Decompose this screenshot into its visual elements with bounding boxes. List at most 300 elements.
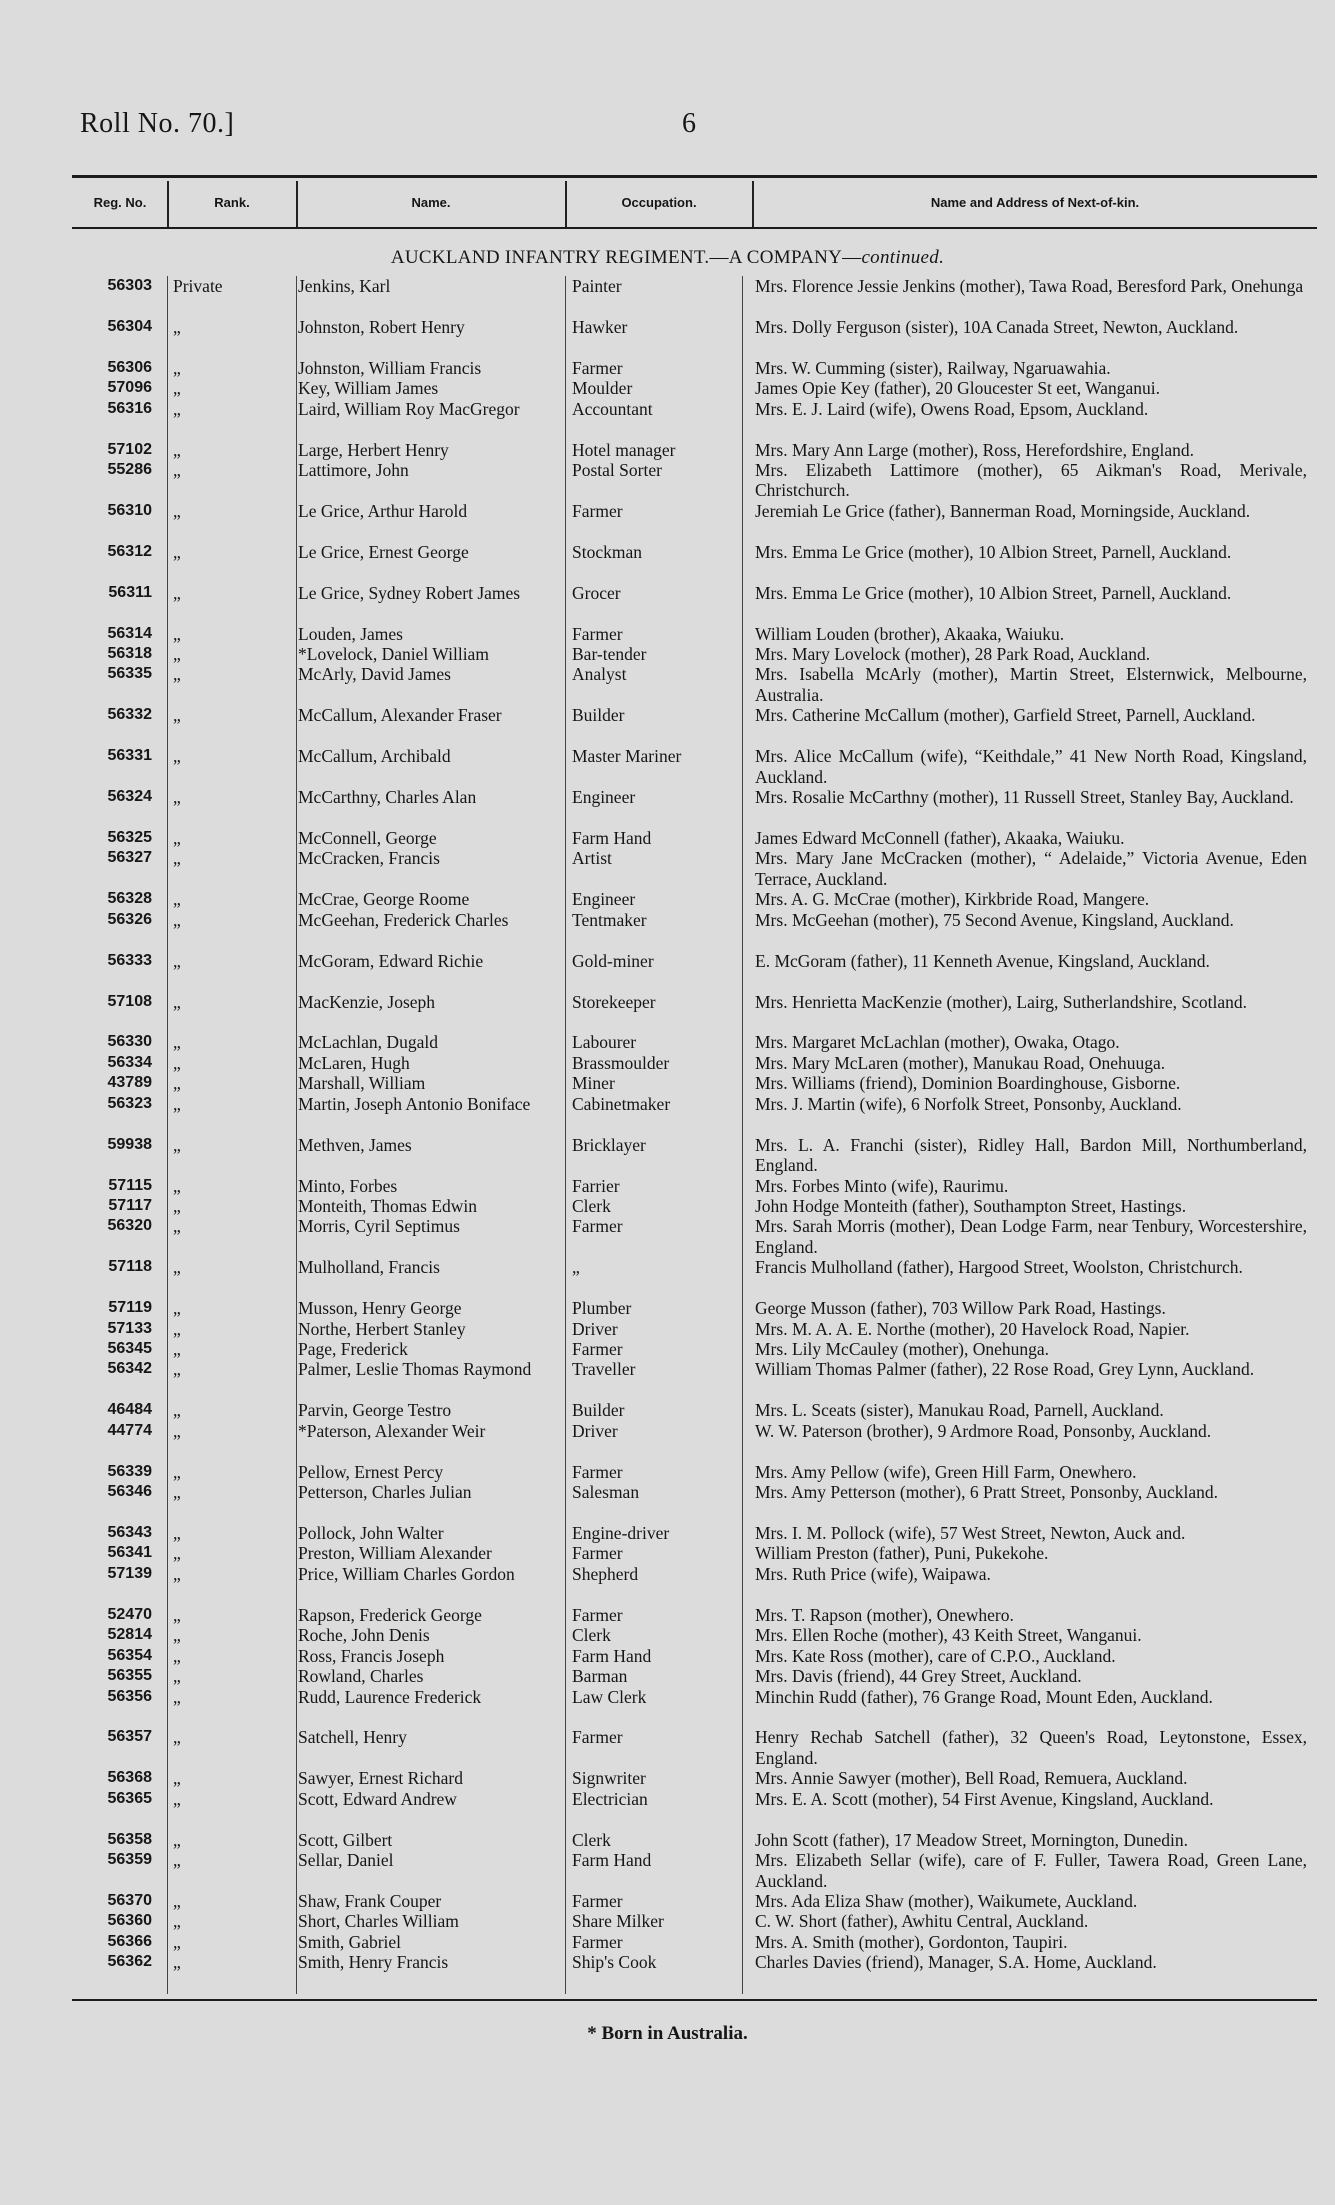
table-row (0, 910, 1335, 951)
rank-cell: „ (173, 1298, 181, 1319)
soldier-name: McLaren, Hugh (298, 1052, 410, 1073)
table-row (0, 951, 1335, 992)
top-rule (72, 175, 1317, 178)
table-row (0, 378, 1335, 398)
reg-number: 56318 (107, 644, 152, 662)
table-row (0, 1135, 1335, 1176)
next-of-kin: Mrs. T. Rapson (mother), Onewhero. (755, 1604, 1014, 1625)
occupation: Grocer (572, 582, 621, 603)
table-row (0, 889, 1335, 909)
rank-cell: „ (173, 1032, 181, 1053)
table-row (0, 1053, 1335, 1073)
next-of-kin: W. W. Paterson (brother), 9 Ardmore Road, Ponsonby, Auckland. (755, 1420, 1212, 1441)
soldier-name: Monteith, Thomas Edwin (298, 1195, 478, 1216)
rank-cell: „ (173, 541, 181, 562)
table-row (0, 644, 1335, 664)
rank-cell: „ (173, 1543, 181, 1564)
next-of-kin: Minchin Rudd (father), 76 Grange Road, Mount Eden, Auckland. (755, 1686, 1213, 1707)
reg-number: 56325 (107, 828, 152, 846)
next-of-kin: Mrs. Henrietta MacKenzie (mother), Lairg, Sutherlandshire, Scotland. (755, 991, 1247, 1012)
rank-cell: „ (173, 1911, 181, 1932)
soldier-name: McGoram, Edward Richie (298, 950, 484, 971)
table-row (0, 1543, 1335, 1563)
footnote: * Born in Australia. (587, 2023, 748, 2044)
occupation: Farmer (572, 1604, 623, 1625)
next-of-kin: E. McGoram (father), 11 Kenneth Avenue, Kingsland, Auckland. (755, 950, 1210, 971)
reg-number: 56328 (107, 890, 152, 908)
reg-number: 56314 (107, 624, 152, 642)
occupation: Farmer (572, 1890, 623, 1911)
soldier-name: Rowland, Charles (298, 1666, 424, 1687)
soldier-name: *Lovelock, Daniel William (298, 643, 489, 664)
reg-number: 56345 (107, 1340, 152, 1358)
reg-number: 56360 (107, 1912, 152, 1930)
occupation: Farmer (572, 1461, 623, 1482)
reg-number: 46484 (107, 1401, 152, 1419)
rank-cell: „ (173, 1890, 181, 1911)
table-row (0, 1032, 1335, 1052)
occupation: Farmer (572, 1727, 623, 1748)
table-row (0, 1646, 1335, 1666)
occupation: Farmer (572, 1339, 623, 1360)
reg-number: 56366 (107, 1932, 152, 1950)
occupation: Signwriter (572, 1768, 646, 1789)
rank-cell: „ (173, 889, 181, 910)
next-of-kin: Mrs. Williams (friend), Dominion Boardinghouse, Gisborne. (755, 1073, 1181, 1094)
next-of-kin: Mrs. Mary Ann Large (mother), Ross, Herefordshire, England. (755, 439, 1195, 460)
occupation: Master Mariner (572, 746, 682, 767)
reg-number: 57117 (108, 1196, 152, 1214)
soldier-name: McArly, David James (298, 664, 451, 685)
next-of-kin: Mrs. Ruth Price (wife), Waipawa. (755, 1563, 991, 1584)
table-row (0, 1462, 1335, 1482)
table-row (0, 746, 1335, 787)
rank-cell: „ (173, 991, 181, 1012)
reg-number: 56323 (107, 1094, 152, 1112)
reg-number: 56335 (107, 665, 152, 683)
soldier-name: Rapson, Frederick George (298, 1604, 482, 1625)
soldier-name: McCallum, Alexander Fraser (298, 705, 502, 726)
occupation: Painter (572, 276, 622, 296)
table-row (0, 1400, 1335, 1420)
rank-cell: „ (173, 1216, 181, 1237)
rank-cell: „ (173, 705, 181, 726)
reg-number: 57133 (107, 1319, 152, 1337)
soldier-name: Smith, Gabriel (298, 1931, 402, 1952)
next-of-kin: Mrs. J. Martin (wife), 6 Norfolk Street, Ponsonby, Auckland. (755, 1093, 1182, 1114)
soldier-name: Petterson, Charles Julian (298, 1482, 472, 1503)
next-of-kin: Mrs. I. M. Pollock (wife), 57 West Street, Newton, Auck and. (755, 1523, 1186, 1544)
reg-number: 56303 (107, 277, 152, 294)
soldier-name: Pellow, Ernest Percy (298, 1461, 444, 1482)
next-of-kin: Mrs. Kate Ross (mother), care of C.P.O., Auckland. (755, 1645, 1116, 1666)
soldier-name: McGeehan, Frederick Charles (298, 909, 509, 930)
rank-cell: „ (173, 1052, 181, 1073)
soldier-name: Price, William Charles Gordon (298, 1563, 515, 1584)
table-row (0, 1830, 1335, 1850)
next-of-kin: Mrs. Sarah Morris (mother), Dean Lodge Farm, near Tenbury, Worcestershire, England. (755, 1216, 1307, 1257)
reg-number: 56357 (107, 1728, 152, 1746)
rank-cell: „ (173, 1482, 181, 1503)
header-occupation: Occupation. (621, 195, 697, 210)
rank-cell: „ (173, 1175, 181, 1196)
soldier-name: *Paterson, Alexander Weir (298, 1420, 486, 1441)
occupation: Storekeeper (572, 991, 656, 1012)
section-title-text: AUCKLAND INFANTRY REGIMENT.—A COMPANY— (390, 247, 862, 268)
table-row (0, 1625, 1335, 1645)
table-row (0, 1298, 1335, 1318)
rank-cell: „ (173, 827, 181, 848)
soldier-name: Preston, William Alexander (298, 1543, 492, 1564)
soldier-name: Morris, Cyril Septimus (298, 1216, 460, 1237)
occupation: Ship's Cook (572, 1952, 657, 1973)
next-of-kin: Mrs. Amy Pellow (wife), Green Hill Farm, Onewhero. (755, 1461, 1137, 1482)
next-of-kin: Mrs. Emma Le Grice (mother), 10 Albion Street, Parnell, Auckland. (755, 582, 1232, 603)
header-reg: Reg. No. (93, 195, 147, 210)
next-of-kin: Jeremiah Le Grice (father), Bannerman Road, Morningside, Auckland. (755, 500, 1251, 521)
soldier-name: Palmer, Leslie Thomas Raymond (298, 1359, 532, 1380)
soldier-name: Johnston, William Francis (298, 357, 482, 378)
reg-number: 56355 (107, 1667, 152, 1685)
soldier-name: Minto, Forbes (298, 1175, 398, 1196)
occupation: Driver (572, 1318, 618, 1339)
next-of-kin: Mrs. Lily McCauley (mother), Onehunga. (755, 1339, 1050, 1360)
rank-cell: „ (173, 1093, 181, 1114)
rank-cell: „ (173, 357, 181, 378)
reg-number: 59938 (107, 1135, 152, 1153)
next-of-kin: C. W. Short (father), Awhitu Central, Auckland. (755, 1911, 1089, 1932)
occupation: Accountant (572, 398, 653, 419)
soldier-name: Pollock, John Walter (298, 1523, 444, 1544)
soldier-name: Page, Frederick (298, 1339, 408, 1360)
reg-number: 52814 (107, 1626, 152, 1644)
occupation: Gold-miner (572, 950, 654, 971)
occupation: Artist (572, 848, 612, 869)
soldier-name: Roche, John Denis (298, 1625, 430, 1646)
table-row (0, 399, 1335, 440)
next-of-kin: Mrs. E. J. Laird (wife), Owens Road, Epsom, Auckland. (755, 398, 1149, 419)
soldier-name: Martin, Joseph Antonio Boniface (298, 1093, 531, 1114)
table-row (0, 1727, 1335, 1768)
rank-cell: „ (173, 1788, 181, 1809)
occupation: Clerk (572, 1829, 611, 1850)
table-row (0, 787, 1335, 828)
rank-cell: „ (173, 1461, 181, 1482)
table-row (0, 1932, 1335, 1952)
occupation: Plumber (572, 1298, 632, 1319)
occupation: Stockman (572, 541, 642, 562)
reg-number: 56311 (108, 583, 152, 601)
rank-cell: „ (173, 848, 181, 869)
soldier-name: Jenkins, Karl (298, 276, 391, 296)
soldier-name: Lattimore, John (298, 459, 409, 480)
table-row (0, 1952, 1335, 1972)
table-row (0, 1523, 1335, 1543)
header-rank: Rank. (214, 195, 250, 210)
reg-number: 56362 (107, 1953, 152, 1971)
occupation: Driver (572, 1420, 618, 1441)
reg-number: 56359 (107, 1851, 152, 1869)
reg-number: 56333 (107, 951, 152, 969)
reg-number: 56334 (107, 1053, 152, 1071)
table-row (0, 1687, 1335, 1728)
table-row (0, 1359, 1335, 1400)
occupation: Salesman (572, 1482, 640, 1503)
table-row (0, 1789, 1335, 1830)
table-row (0, 276, 1335, 317)
next-of-kin: Mrs. A. Smith (mother), Gordonton, Taupiri. (755, 1931, 1068, 1952)
reg-number: 56343 (107, 1524, 152, 1542)
rank-cell: „ (173, 1604, 181, 1625)
soldier-name: Louden, James (298, 623, 403, 644)
section-continued: continued. (861, 247, 945, 268)
soldier-name: Short, Charles William (298, 1911, 459, 1932)
reg-number: 56339 (107, 1462, 152, 1480)
rank-cell: „ (173, 398, 181, 419)
table-row (0, 1421, 1335, 1462)
reg-number: 56370 (107, 1891, 152, 1909)
reg-number: 52470 (107, 1605, 152, 1623)
table-row (0, 1850, 1335, 1891)
table-row (0, 1911, 1335, 1931)
soldier-name: Shaw, Frank Couper (298, 1890, 442, 1911)
table-row (0, 848, 1335, 889)
rank-cell: „ (173, 746, 181, 767)
soldier-name: McCrae, George Roome (298, 889, 470, 910)
rank-cell: „ (173, 1850, 181, 1871)
occupation: Moulder (572, 378, 633, 399)
occupation: Miner (572, 1073, 615, 1094)
table-row (0, 1891, 1335, 1911)
occupation: Engineer (572, 889, 636, 910)
soldier-name: Mulholland, Francis (298, 1257, 440, 1278)
reg-number: 57118 (108, 1258, 152, 1276)
table-row (0, 1564, 1335, 1605)
rank-cell: „ (173, 664, 181, 685)
reg-number: 57096 (107, 379, 152, 397)
next-of-kin: Henry Rechab Satchell (father), 32 Queen's Road, Leytonstone, Essex, England. (755, 1727, 1307, 1768)
soldier-name: McLachlan, Dugald (298, 1032, 438, 1053)
occupation: Farmer (572, 357, 623, 378)
bottom-rule (72, 1999, 1317, 2001)
occupation: Farm Hand (572, 827, 652, 848)
next-of-kin: Mrs. Rosalie McCarthny (mother), 11 Russell Street, Stanley Bay, Auckland. (755, 787, 1294, 808)
next-of-kin: William Preston (father), Puni, Pukekohe. (755, 1543, 1049, 1564)
next-of-kin: Mrs. Emma Le Grice (mother), 10 Albion Street, Parnell, Auckland. (755, 541, 1232, 562)
rank-cell: „ (173, 909, 181, 930)
rank-cell: „ (173, 1931, 181, 1952)
occupation: Tentmaker (572, 909, 647, 930)
table-row (0, 1768, 1335, 1788)
table-row (0, 542, 1335, 583)
reg-number: 56320 (107, 1217, 152, 1235)
reg-number: 56342 (107, 1360, 152, 1378)
soldier-name: Parvin, George Testro (298, 1400, 452, 1421)
occupation: Law Clerk (572, 1686, 647, 1707)
reg-number: 56354 (107, 1646, 152, 1664)
occupation: Hawker (572, 316, 628, 337)
occupation: Share Milker (572, 1911, 664, 1932)
rank-cell: „ (173, 1257, 181, 1278)
next-of-kin: Mrs. M. A. A. E. Northe (mother), 20 Havelock Road, Napier. (755, 1318, 1190, 1339)
occupation: Clerk (572, 1625, 611, 1646)
reg-number: 44774 (107, 1421, 152, 1439)
header-kin: Name and Address of Next-of-kin. (930, 195, 1140, 210)
section-title (0, 247, 1335, 269)
reg-number: 43789 (107, 1074, 152, 1092)
next-of-kin: Charles Davies (friend), Manager, S.A. Home, Auckland. (755, 1952, 1157, 1973)
reg-number: 56304 (107, 317, 152, 335)
occupation: Hotel manager (572, 439, 676, 460)
rank-cell: „ (173, 1073, 181, 1094)
reg-number: 57119 (108, 1299, 152, 1317)
next-of-kin: Mrs. L. Sceats (sister), Manukau Road, Parnell, Auckland. (755, 1400, 1164, 1421)
next-of-kin: Mrs. Catherine McCallum (mother), Garfield Street, Parnell, Auckland. (755, 705, 1256, 726)
roll-label: Roll No. 70.] (80, 108, 235, 139)
occupation: Barman (572, 1666, 628, 1687)
page-number: 6 (682, 108, 696, 139)
rank-cell: „ (173, 1768, 181, 1789)
occupation: Engine-driver (572, 1523, 670, 1544)
next-of-kin: Mrs. Mary Jane McCracken (mother), “ Adelaide,” Victoria Avenue, Eden Terrace, Auckland. (755, 848, 1307, 889)
next-of-kin: Mrs. Ada Eliza Shaw (mother), Waikumete, Auckland. (755, 1890, 1138, 1911)
rank-cell: Private (173, 276, 223, 296)
soldier-name: Key, William James (298, 378, 439, 399)
reg-number: 56368 (107, 1769, 152, 1787)
occupation: Shepherd (572, 1563, 639, 1584)
rank-cell: „ (173, 950, 181, 971)
table-row (0, 992, 1335, 1033)
occupation: Cabinetmaker (572, 1093, 671, 1114)
reg-number: 56327 (107, 849, 152, 867)
next-of-kin: Mrs. Amy Petterson (mother), 6 Pratt Street, Ponsonby, Auckland. (755, 1482, 1219, 1503)
rank-cell: „ (173, 1359, 181, 1380)
soldier-name: Northe, Herbert Stanley (298, 1318, 466, 1339)
occupation: Farrier (572, 1175, 620, 1196)
occupation: Clerk (572, 1195, 611, 1216)
occupation: Brassmoulder (572, 1052, 670, 1073)
next-of-kin: James Opie Key (father), 20 Gloucester St eet, Wanganui. (755, 378, 1161, 399)
rank-cell: „ (173, 378, 181, 399)
reg-number: 56332 (107, 706, 152, 724)
rank-cell: „ (173, 1645, 181, 1666)
reg-number: 56316 (107, 399, 152, 417)
soldier-name: McCallum, Archibald (298, 746, 451, 767)
next-of-kin: Mrs. Florence Jessie Jenkins (mother), Tawa Road, Beresford Park, Onehunga (755, 276, 1304, 296)
occupation: Farmer (572, 1931, 623, 1952)
table-row (0, 664, 1335, 705)
reg-number: 57102 (107, 440, 152, 458)
table-row (0, 460, 1335, 501)
next-of-kin: Mrs. Dolly Ferguson (sister), 10A Canada Street, Newton, Auckland. (755, 316, 1239, 337)
reg-number: 57108 (107, 992, 152, 1010)
soldier-name: Scott, Edward Andrew (298, 1788, 457, 1809)
next-of-kin: Mrs. Ellen Roche (mother), 43 Keith Street, Wanganui. (755, 1625, 1142, 1646)
next-of-kin: Mrs. Elizabeth Sellar (wife), care of F. Fuller, Tawera Road, Green Lane, Auckland. (755, 1850, 1307, 1891)
next-of-kin: Mrs. Mary McLaren (mother), Manukau Road, Onehuuga. (755, 1052, 1166, 1073)
reg-number: 56330 (107, 1033, 152, 1051)
soldier-name: Sawyer, Ernest Richard (298, 1768, 464, 1789)
rank-cell: „ (173, 1318, 181, 1339)
reg-number: 56356 (107, 1687, 152, 1705)
soldier-name: Rudd, Laurence Frederick (298, 1686, 482, 1707)
soldier-name: Le Grice, Ernest George (298, 541, 469, 562)
next-of-kin: Mrs. A. G. McCrae (mother), Kirkbride Road, Mangere. (755, 889, 1150, 910)
rank-cell: „ (173, 316, 181, 337)
table-row (0, 1339, 1335, 1359)
rank-cell: „ (173, 623, 181, 644)
rank-cell: „ (173, 1400, 181, 1421)
rank-cell: „ (173, 643, 181, 664)
reg-number: 56341 (107, 1544, 152, 1562)
rank-cell: „ (173, 1563, 181, 1584)
soldier-name: Ross, Francis Joseph (298, 1645, 445, 1666)
occupation: Farmer (572, 500, 623, 521)
rank-cell: „ (173, 1134, 181, 1155)
header-name: Name. (411, 195, 451, 210)
table-row (0, 705, 1335, 746)
soldier-name: Le Grice, Arthur Harold (298, 500, 468, 521)
next-of-kin: George Musson (father), 703 Willow Park Road, Hastings. (755, 1298, 1166, 1319)
reg-number: 56358 (107, 1830, 152, 1848)
occupation: Farm Hand (572, 1850, 652, 1871)
rank-cell: „ (173, 1339, 181, 1360)
rank-cell: „ (173, 459, 181, 480)
occupation: Engineer (572, 787, 636, 808)
next-of-kin: Mrs. Davis (friend), 44 Grey Street, Auckland. (755, 1666, 1082, 1687)
table-row (0, 1257, 1335, 1298)
rank-cell: „ (173, 1727, 181, 1748)
soldier-name: Scott, Gilbert (298, 1829, 393, 1850)
next-of-kin: Mrs. Annie Sawyer (mother), Bell Road, Remuera, Auckland. (755, 1768, 1188, 1789)
soldier-name: McCracken, Francis (298, 848, 440, 869)
occupation: Postal Sorter (572, 459, 662, 480)
table-row (0, 1216, 1335, 1257)
occupation: Builder (572, 705, 625, 726)
next-of-kin: John Scott (father), 17 Meadow Street, Mornington, Dunedin. (755, 1829, 1189, 1850)
reg-number: 56310 (107, 501, 152, 519)
occupation: Farm Hand (572, 1645, 652, 1666)
rank-cell: „ (173, 439, 181, 460)
occupation: Farmer (572, 623, 623, 644)
rank-cell: „ (173, 1686, 181, 1707)
soldier-name: Sellar, Daniel (298, 1850, 394, 1871)
table-row (0, 1176, 1335, 1196)
next-of-kin: Mrs. Margaret McLachlan (mother), Owaka, Otago. (755, 1032, 1120, 1053)
occupation: Electrician (572, 1788, 648, 1809)
table-row (0, 828, 1335, 848)
soldier-name: Marshall, William (298, 1073, 426, 1094)
soldier-name: Satchell, Henry (298, 1727, 407, 1748)
reg-number: 56331 (107, 747, 152, 765)
next-of-kin: Mrs. Forbes Minto (wife), Raurimu. (755, 1175, 1009, 1196)
table-row (0, 1482, 1335, 1523)
occupation: Farmer (572, 1543, 623, 1564)
next-of-kin: William Louden (brother), Akaaka, Waiuku. (755, 623, 1065, 644)
occupation: Traveller (572, 1359, 636, 1380)
reg-number: 56326 (107, 910, 152, 928)
soldier-name: Musson, Henry George (298, 1298, 462, 1319)
rank-cell: „ (173, 1625, 181, 1646)
next-of-kin: William Thomas Palmer (father), 22 Rose Road, Grey Lynn, Auckland. (755, 1359, 1255, 1380)
next-of-kin: Mrs. McGeehan (mother), 75 Second Avenue, Kingsland, Auckland. (755, 909, 1234, 930)
table-row (0, 1605, 1335, 1625)
soldier-name: MacKenzie, Joseph (298, 991, 436, 1012)
soldier-name: McConnell, George (298, 827, 437, 848)
reg-number: 57139 (107, 1564, 152, 1582)
next-of-kin: Mrs. W. Cumming (sister), Railway, Ngaruawahia. (755, 357, 1111, 378)
table-row (0, 440, 1335, 460)
